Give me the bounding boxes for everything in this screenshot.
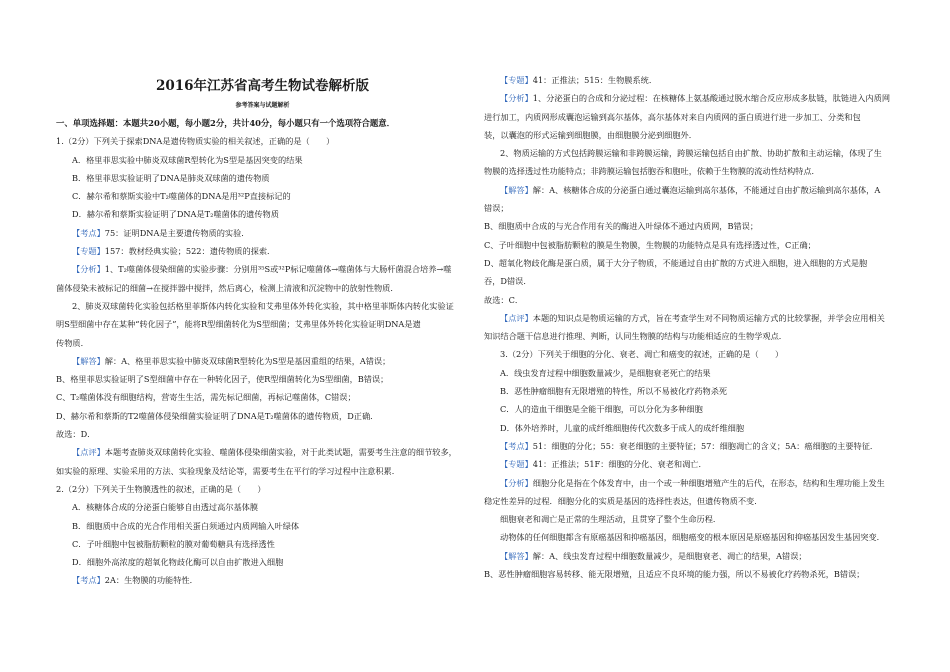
right-text-line <box>484 477 897 489</box>
line-text: 一、单项选择题：本题共20小题，每小题2分，共计40分，每小题只有一个选项符合题意． <box>56 118 396 128</box>
right-text-line <box>484 330 897 342</box>
left-text-line <box>56 190 469 202</box>
left-text-line <box>56 117 469 129</box>
line-text: B．恶性肿瘤细胞有无限增殖的特性，所以不易被化疗药物杀死 <box>500 386 728 397</box>
line-text: 解：A、线虫发育过程中细胞数量减少，是细胞衰老、凋亡的结果，A错误； <box>532 550 807 561</box>
right-text-line <box>484 403 897 415</box>
right-text-line <box>484 422 897 434</box>
line-text: A．线虫发育过程中细胞数量减少，是细胞衰老死亡的结果 <box>500 367 711 378</box>
right-text-line <box>484 294 897 306</box>
line-text: D、赫尔希和蔡斯的T2噬菌体侵染细菌实验证明了DNA是T₂噬菌体的遗传物质，D正确． <box>56 410 379 421</box>
left-text-line <box>56 465 469 477</box>
line-text: 2A：生物膜的功能特性． <box>104 575 198 586</box>
line-text: 故选：C． <box>484 294 524 305</box>
right-text-line <box>484 531 897 543</box>
line-text: 157：教材经典实验；522：遗传物质的探索． <box>104 246 276 257</box>
left-text-line <box>56 300 469 312</box>
section-tag: 【分析】 <box>72 264 105 275</box>
line-text: 细胞分化是指在个体发育中，由一个或一种细胞增殖产生的后代，在形态，结构和生理功能上发生 <box>532 477 885 488</box>
section-tag: 【点评】 <box>72 447 105 458</box>
line-text: 动物体的任何细胞都含有原癌基因和抑癌基因，细胞癌变的根本原因是原癌基因和抑癌基因发生基因突变． <box>500 532 885 543</box>
right-text-line <box>484 550 897 562</box>
right-text-line <box>484 348 897 360</box>
right-text-line <box>484 202 897 214</box>
line-text: 2、物质运输的方式包括跨膜运输和非跨膜运输，跨膜运输包括自由扩散、协助扩散和主动运输，体现了生 <box>500 148 882 159</box>
right-text-line <box>484 367 897 379</box>
section-tag: 【专题】 <box>72 246 105 257</box>
right-text-line <box>484 147 897 159</box>
section-tag: 【解答】 <box>72 355 105 366</box>
section-tag: 【分析】 <box>500 93 533 104</box>
line-text: 如实验的原理、实验采用的方法、实验现象及结论等，需要考生在平行的学习过程中注意积累． <box>56 465 400 476</box>
section-tag: 【解答】 <box>500 184 533 195</box>
line-text: 41：正推法；51F：细胞的分化、衰老和凋亡． <box>532 459 707 470</box>
left-text-line <box>56 574 469 586</box>
left-text-line <box>56 428 469 440</box>
right-text-line <box>484 111 897 123</box>
right-text-line <box>484 220 897 232</box>
left-text-line <box>56 538 469 550</box>
section-tag: 【解答】 <box>500 550 533 561</box>
left-text-line <box>56 135 469 147</box>
left-text-line <box>56 355 469 367</box>
right-column <box>484 74 897 586</box>
left-text-line <box>56 245 469 257</box>
document-subtitle: 参考答案与试题解析 <box>235 102 290 109</box>
left-text-line <box>56 501 469 513</box>
line-text: 41：正推法；515：生物膜系统． <box>532 75 658 85</box>
section-tag: 【点评】 <box>500 312 533 323</box>
left-text-line <box>56 483 469 495</box>
right-text-line <box>484 165 897 177</box>
left-text-line <box>56 282 469 294</box>
line-text: B．格里菲思实验证明了DNA是肺炎双球菌的遗传物质 <box>72 172 270 183</box>
left-text-line <box>56 208 469 220</box>
right-text-line <box>484 458 897 470</box>
line-text: B、恶性肿瘤细胞容易转移、能无限增殖，且适应不良环境的能力强，所以不易被化疗药物杀死，B错误； <box>484 569 865 580</box>
line-text: 知识结合题干信息进行推理、判断，认同生物膜的结构与功能相适应的生物学观点． <box>484 331 787 342</box>
right-text-line <box>484 92 897 104</box>
line-text: 1、T₂噬菌体侵染细菌的实验步骤：分别用³⁵S或³²P标记噬菌体→噬菌体与大肠杆菌混合培养→噬 <box>104 264 452 275</box>
section-tag: 【专题】 <box>500 75 533 85</box>
line-text: A．格里菲思实验中肺炎双球菌R型转化为S型是基因突变的结果 <box>72 154 303 165</box>
right-text-line <box>484 275 897 287</box>
left-text-line <box>56 391 469 403</box>
line-text: 菌体侵染未被标记的细菌→在搅拌器中搅拌，然后离心，检测上清液和沉淀物中的放射性物质． <box>56 282 399 293</box>
left-text-line <box>56 154 469 166</box>
section-tag: 【考点】 <box>72 227 105 238</box>
line-text: 3.（2分）下列关于细胞的分化、衰老、凋亡和癌变的叙述，正确的是（ ） <box>500 349 784 360</box>
left-text-line <box>56 318 469 330</box>
line-text: B．细胞质中合成的光合作用相关蛋白须通过内质网输入叶绿体 <box>72 520 300 531</box>
right-text-line <box>484 568 897 580</box>
left-text-line <box>56 227 469 239</box>
left-text-line <box>56 410 469 422</box>
left-text-line <box>56 556 469 568</box>
line-text: 1、分泌蛋白的合成和分泌过程：在核糖体上氨基酸通过脱水缩合反应形成多肽链，肽链进入内质网 <box>532 93 891 104</box>
right-text-line <box>484 74 897 86</box>
document-title: 2016年江苏省高考生物试卷解析版 <box>155 78 370 94</box>
line-text: D、超氧化物歧化酶是蛋白质，属于大分子物质，不能通过自由扩散的方式进入细胞，进入细胞的方式是胞 <box>484 257 868 268</box>
line-text: 稳定性差异的过程．细胞分化的实质是基因的选择性表达，但遗传物质不变． <box>484 495 763 506</box>
section-tag: 【考点】 <box>72 575 105 586</box>
line-text: 解：A、格里菲思实验中肺炎双球菌R型转化为S型是基因重组的结果，A错误； <box>104 355 391 366</box>
line-text: 进行加工，内质网形成囊泡运输到高尔基体，高尔基体对来自内质网的蛋白质进行进一步加工、分类和包 <box>484 111 861 122</box>
line-text: 1.（2分）下列关于探索DNA是遗传物质实验的相关叙述，正确的是（ ） <box>56 136 335 147</box>
line-text: 装，以囊泡的形式运输到细胞膜，由细胞膜分泌到细胞外． <box>484 129 697 140</box>
line-text: 51：细胞的分化；55：衰老细胞的主要特征；57：细胞凋亡的含义；5A：癌细胞的主要特征． <box>532 440 879 451</box>
line-text: 故选：D． <box>56 429 96 440</box>
left-text-line <box>56 520 469 532</box>
section-tag: 【分析】 <box>500 477 533 488</box>
left-column <box>56 72 469 593</box>
left-text-line <box>56 373 469 385</box>
line-text: B、细胞质中合成的与光合作用有关的酶进入叶绿体不通过内质网，B错误； <box>484 221 759 232</box>
line-text: C、子叶细胞中包被脂肪颗粒的膜是生物膜，生物膜的功能特点是具有选择透过性，C正确； <box>484 239 816 250</box>
section-tag: 【考点】 <box>500 440 533 451</box>
line-text: 传物质． <box>56 337 89 348</box>
right-text-line <box>484 239 897 251</box>
right-text-line <box>484 257 897 269</box>
line-text: C．子叶细胞中包被脂肪颗粒的膜对葡萄糖具有选择透性 <box>72 538 275 549</box>
line-text: D．体外培养时，儿童的成纤维细胞传代次数多于成人的成纤维细胞 <box>500 422 745 433</box>
line-text: 吞，D错误． <box>484 276 532 287</box>
line-text: A．核糖体合成的分泌蛋白能够自由透过高尔基体膜 <box>72 502 259 513</box>
right-text-line <box>484 513 897 525</box>
right-text-line <box>484 385 897 397</box>
right-text-line <box>484 440 897 452</box>
section-tag: 【专题】 <box>500 459 533 470</box>
line-text: C．人的造血干细胞是全能干细胞，可以分化为多种细胞 <box>500 404 703 415</box>
line-text: 75：证明DNA是主要遗传物质的实验． <box>104 227 250 238</box>
left-text-line <box>56 172 469 184</box>
left-text-line <box>56 337 469 349</box>
left-text-line <box>56 446 469 458</box>
right-text-line <box>484 129 897 141</box>
line-text: 2、肺炎双球菌转化实验包括格里菲斯体内转化实验和艾弗里体外转化实验，其中格里菲斯体内转化实验证 <box>72 300 454 311</box>
left-text-line <box>56 263 469 275</box>
line-text: D．细胞外高浓度的超氧化物歧化酶可以自由扩散进入细胞 <box>72 557 284 568</box>
right-text-line <box>484 184 897 196</box>
right-text-line <box>484 312 897 324</box>
line-text: 本题的知识点是物质运输的方式，旨在考查学生对不同物质运输方式的比较掌握，并学会应用相关 <box>532 312 885 323</box>
line-text: C．赫尔希和蔡斯实验中T₂噬菌体的DNA是用³²P直接标记的 <box>72 191 291 202</box>
line-text: B、格里菲思实验证明了S型细菌中存在一种转化因子，使R型细菌转化为S型细菌，B错误； <box>56 374 389 385</box>
line-text: 细胞衰老和凋亡是正常的生理活动，且贯穿了整个生命历程． <box>500 514 722 525</box>
line-text: 明S型细菌中存在某种“转化因子”，能将R型细菌转化为S型细菌；艾弗里体外转化实验证明DNA是遗 <box>56 319 421 330</box>
line-text: 2.（2分）下列关于生物膜透性的叙述，正确的是（ ） <box>56 483 266 494</box>
line-text: D．赫尔希和蔡斯实验证明了DNA是T₂噬菌体的遗传物质 <box>72 209 279 220</box>
line-text: 本题考查肺炎双球菌转化实验、噬菌体侵染细菌实验，对于此类试题，需要考生注意的细节较多， <box>104 447 457 458</box>
line-text: 物膜的选择透过性功能特点；非跨膜运输包括胞吞和胞吐，依赖于生物膜的流动性结构特点． <box>484 166 820 177</box>
right-text-line <box>484 495 897 507</box>
line-text: C、T₂噬菌体没有细胞结构，营寄生生活，需先标记细菌，再标记噬菌体，C错误； <box>56 392 356 403</box>
line-text: 解：A、核糖体合成的分泌蛋白通过囊泡运输到高尔基体，不能通过自由扩散运输到高尔基体，A <box>532 184 881 195</box>
line-text: 错误； <box>484 203 509 214</box>
